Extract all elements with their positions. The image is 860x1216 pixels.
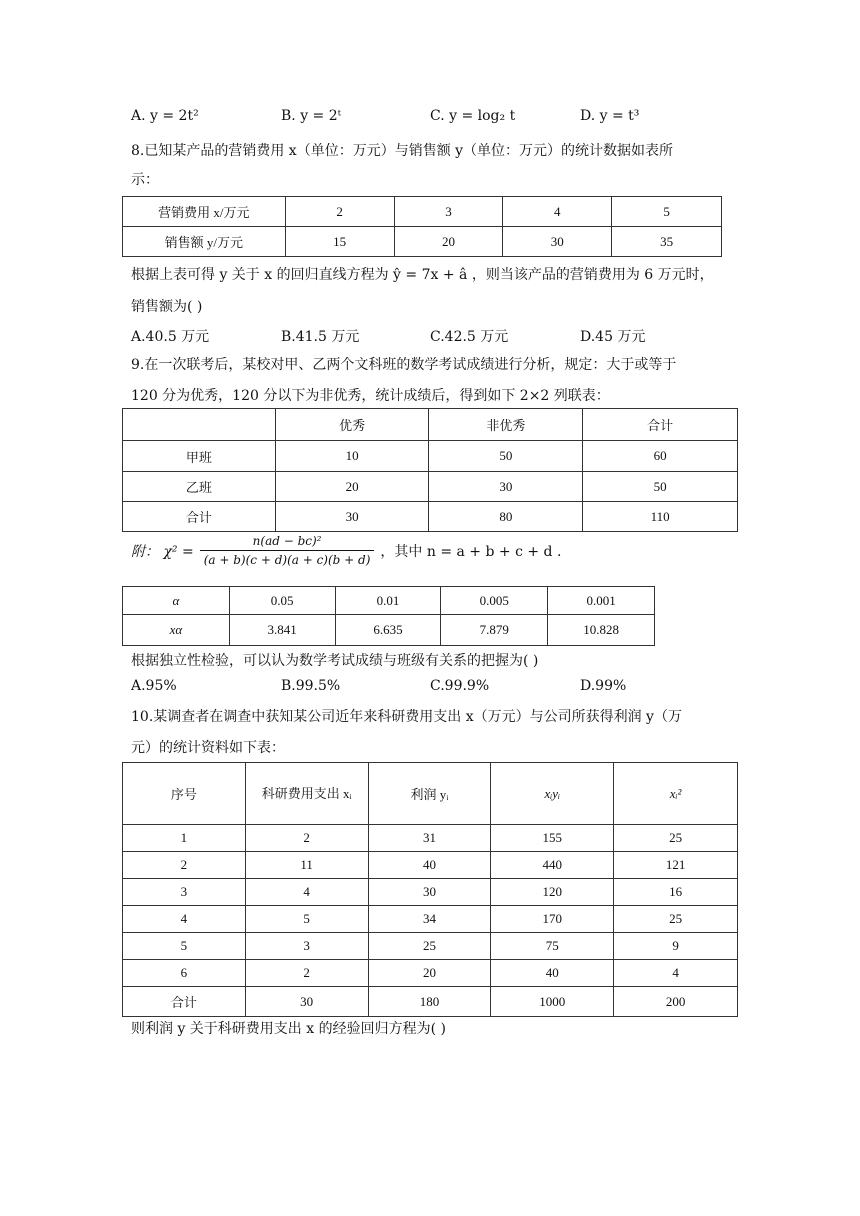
table-cell: 20 [275,472,429,502]
table-cell: 5 [123,933,246,960]
q7-option-c: C. y = log₂ t [430,108,516,124]
table-cell: 25 [368,933,491,960]
table-header-cell: 科研费用支出 xᵢ [245,763,368,825]
q7-option-a: A. y = 2t² [131,108,199,124]
table-cell: 3 [123,879,246,906]
chi-square-formula [131,534,561,567]
table-row [123,987,738,1017]
q10-stem-line1: 10.某调查者在调查中获知某公司近年来科研费用支出 x（万元）与公司所获得利润 y（万 [131,709,682,725]
table-cell: 50 [429,441,583,472]
table-header-cell: xᵢ² [614,763,738,825]
table-cell: 30 [429,472,583,502]
table-header-cell: 非优秀 [429,409,583,441]
table-row [123,472,738,502]
table-cell: 3.841 [229,615,335,646]
table-header-row [123,409,738,441]
table-cell: 10.828 [548,615,655,646]
q9-option-a: A.95% [131,678,177,694]
table-cell: 60 [583,441,738,472]
table-cell: 20 [368,960,491,987]
table-cell: 40 [368,852,491,879]
table-row [123,197,722,227]
table-cell: 80 [429,502,583,532]
table-row [123,879,738,906]
table-cell: 2 [245,825,368,852]
table-row [123,615,655,646]
table-header-row [123,763,738,825]
table-cell: 营销费用 x/万元 [123,197,286,227]
formula-denominator: (a + b)(c + d)(a + c)(b + d) [203,553,371,567]
table-cell: 0.001 [548,587,655,615]
table-row [123,852,738,879]
table-cell: 180 [368,987,491,1017]
table-cell: xα [123,615,230,646]
table-header-cell: 优秀 [275,409,429,441]
table-cell: 30 [245,987,368,1017]
table-cell: 6 [123,960,246,987]
table-cell: 35 [612,227,722,257]
formula-numerator: n(ad − bc)² [200,534,375,551]
table-cell: 4 [123,906,246,933]
table-cell: 9 [614,933,738,960]
table-cell: 0.01 [335,587,441,615]
table-cell: 31 [368,825,491,852]
table-cell: 30 [503,227,612,257]
table-header-cell: 利润 yᵢ [368,763,491,825]
table-cell: 乙班 [123,472,276,502]
q8-option-a: A.40.5 万元 [131,329,210,345]
q9-critical-value-table [122,586,655,646]
table-cell: 合计 [123,502,276,532]
table-cell: 3 [245,933,368,960]
q8-option-c: C.42.5 万元 [430,329,509,345]
table-header-cell: 合计 [583,409,738,441]
q8-option-b: B.41.5 万元 [281,329,360,345]
q7-option-b: B. y = 2ᵗ [281,108,342,124]
table-cell: 30 [275,502,429,532]
table-cell: 25 [614,825,738,852]
table-row [123,933,738,960]
table-cell: 销售额 y/万元 [123,227,286,257]
table-cell: 30 [368,879,491,906]
table-cell: 20 [394,227,503,257]
table-cell: 6.635 [335,615,441,646]
table-cell: 1 [123,825,246,852]
table-cell: 440 [491,852,614,879]
table-row [123,825,738,852]
table-cell: 25 [614,906,738,933]
q10-data-table [122,762,738,1017]
formula-prefix: 附： χ² = [131,543,194,560]
table-cell: 2 [285,197,394,227]
table-header-cell [123,409,276,441]
q9-stem-line1: 9.在一次联考后，某校对甲、乙两个文科班的数学考试成绩进行分析，规定：大于或等于 [131,357,677,373]
table-cell: 合计 [123,987,246,1017]
table-cell: 170 [491,906,614,933]
table-cell: 155 [491,825,614,852]
table-cell: 4 [245,879,368,906]
table-header-cell: 序号 [123,763,246,825]
q7-option-d: D. y = t³ [580,108,640,124]
table-cell: 110 [583,502,738,532]
table-row [123,227,722,257]
q9-option-b: B.99.5% [281,678,341,694]
q8-after-line1: 根据上表可得 y 关于 x 的回归直线方程为 ŷ = 7x + â ，则当该产品的营销费用为 6 万元时， [131,267,714,283]
q8-stem-line1: 8.已知某产品的营销费用 x（单位：万元）与销售额 y（单位：万元）的统计数据如表所 [131,143,674,159]
q8-after-line2: 销售额为( ) [131,299,203,315]
table-row [123,906,738,933]
table-cell: 11 [245,852,368,879]
q8-table [122,196,722,257]
table-cell: 200 [614,987,738,1017]
q10-question: 则利润 y 关于科研费用支出 x 的经验回归方程为( ) [131,1021,446,1037]
table-cell: 120 [491,879,614,906]
table-cell: 2 [123,852,246,879]
formula-suffix: ，其中 n = a + b + c + d . [380,543,562,560]
table-cell: 1000 [491,987,614,1017]
table-cell: 34 [368,906,491,933]
table-cell: 16 [614,879,738,906]
table-cell: 0.005 [441,587,548,615]
table-cell: 2 [245,960,368,987]
table-cell: 121 [614,852,738,879]
table-row [123,502,738,532]
q8-option-d: D.45 万元 [580,329,646,345]
table-cell: 40 [491,960,614,987]
table-cell: α [123,587,230,615]
table-row [123,960,738,987]
table-cell: 4 [614,960,738,987]
table-cell: 4 [503,197,612,227]
q9-contingency-table [122,408,738,532]
table-cell: 5 [612,197,722,227]
table-cell: 0.05 [229,587,335,615]
q9-question: 根据独立性检验，可以认为数学考试成绩与班级有关系的把握为( ) [131,653,539,669]
table-header-cell: xᵢyᵢ [491,763,614,825]
table-cell: 甲班 [123,441,276,472]
table-cell: 3 [394,197,503,227]
q8-stem-line2: 示： [131,172,159,188]
table-row [123,587,655,615]
q9-stem-line2: 120 分为优秀，120 分以下为非优秀，统计成绩后，得到如下 2×2 列联表： [131,388,610,404]
q9-option-d: D.99% [580,678,627,694]
table-cell: 75 [491,933,614,960]
table-row [123,441,738,472]
table-cell: 7.879 [441,615,548,646]
q9-option-c: C.99.9% [430,678,490,694]
q10-stem-line2: 元）的统计资料如下表： [131,740,285,756]
table-cell: 10 [275,441,429,472]
table-cell: 5 [245,906,368,933]
formula-fraction [200,534,375,567]
table-cell: 50 [583,472,738,502]
table-cell: 15 [285,227,394,257]
